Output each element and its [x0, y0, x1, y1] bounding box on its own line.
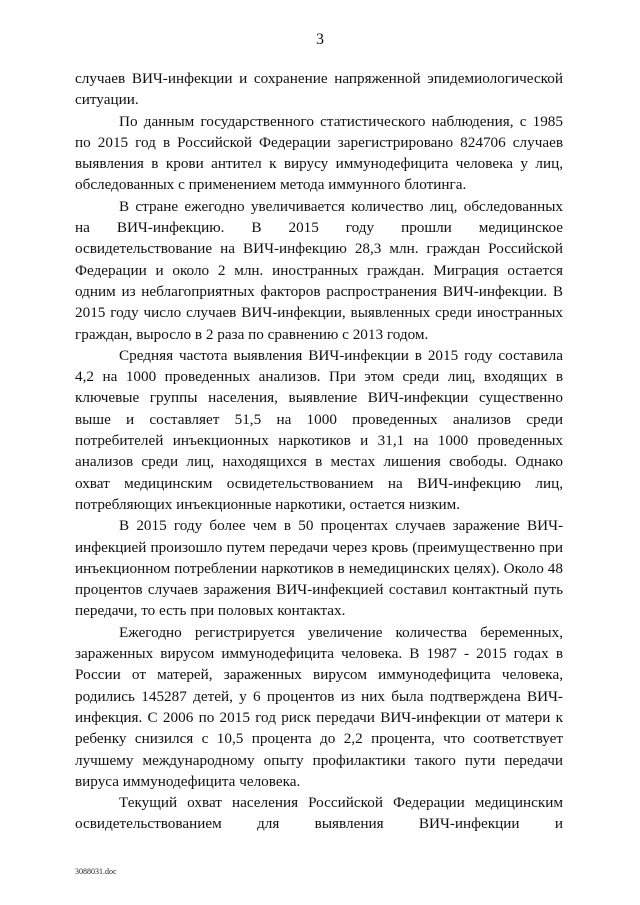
paragraph-current-coverage: Текущий охват населения Российской Федерации медицинским освидетельствованием для выявления ВИЧ-инфекции и	[75, 794, 563, 833]
paragraph-statistics: По данным государственного статистического наблюдения, с 1985 по 2015 год в Российской Федерации зарегистрировано 824706 случаев выявления в крови антител к вирусу иммунодефицита человека у лиц, обследованных с применением метода иммунного блотинга.	[75, 112, 563, 194]
footer-file-code: 3088031.doc	[75, 867, 117, 876]
paragraph-transmission-routes: В 2015 году более чем в 50 процентах случаев заражение ВИЧ-инфекцией произошло путем передачи через кровь (преимущественно при инъекционном потреблении наркотиков в немедицинских целях). Около 48 процентов случаев заражения ВИЧ-инфекцией составил контактный путь передачи, то есть при половых контактах.	[75, 517, 563, 620]
paragraph-continuation: случаев ВИЧ-инфекции и сохранение напряженной эпидемиологической ситуации.	[75, 70, 563, 109]
paragraph-testing-coverage: В стране ежегодно увеличивается количество лиц, обследованных на ВИЧ-инфекцию. В 2015 году прошли медицинское освидетельствование на ВИЧ-инфекцию 28,3 млн. граждан Российской Федерации и около 2 млн. иностранных граждан. Миграция остается одним из неблагоприятных факторов распространения ВИЧ-инфекции. В 2015 году число случаев ВИЧ-инфекции, выявленных среди иностранных граждан, выросло в 2 раза по сравнению с 2013 годом.	[75, 197, 563, 343]
paragraph-pregnant-women: Ежегодно регистрируется увеличение количества беременных, зараженных вирусом иммунодефицита человека. В 1987 - 2015 годах в России от матерей, зараженных вирусом иммунодефицита человека, родились 145287 детей, у 6 процентов из них была подтверждена ВИЧ-инфекция. С 2006 по 2015 год риск передачи ВИЧ-инфекции от матери к ребенку снизился с 10,5 процента до 2,2 процента, что соответствует лучшему международному опыту профилактики такого пути передачи вируса иммунодефицита человека.	[75, 623, 563, 790]
document-body	[75, 68, 563, 835]
page-number: 3	[316, 31, 324, 48]
paragraph-detection-rate: Средняя частота выявления ВИЧ-инфекции в 2015 году составила 4,2 на 1000 проведенных анализов. При этом среди лиц, входящих в ключевые группы населения, выявление ВИЧ-инфекции существенно выше и составляет 51,5 на 1000 проведенных анализов среди потребителей инъекционных наркотиков и 31,1 на 1000 проведенных анализов среди лиц, находящихся в местах лишения свободы. Однако охват медицинским освидетельствованием на ВИЧ-инфекцию лиц, потребляющих инъекционные наркотики, остается низким.	[75, 346, 563, 513]
